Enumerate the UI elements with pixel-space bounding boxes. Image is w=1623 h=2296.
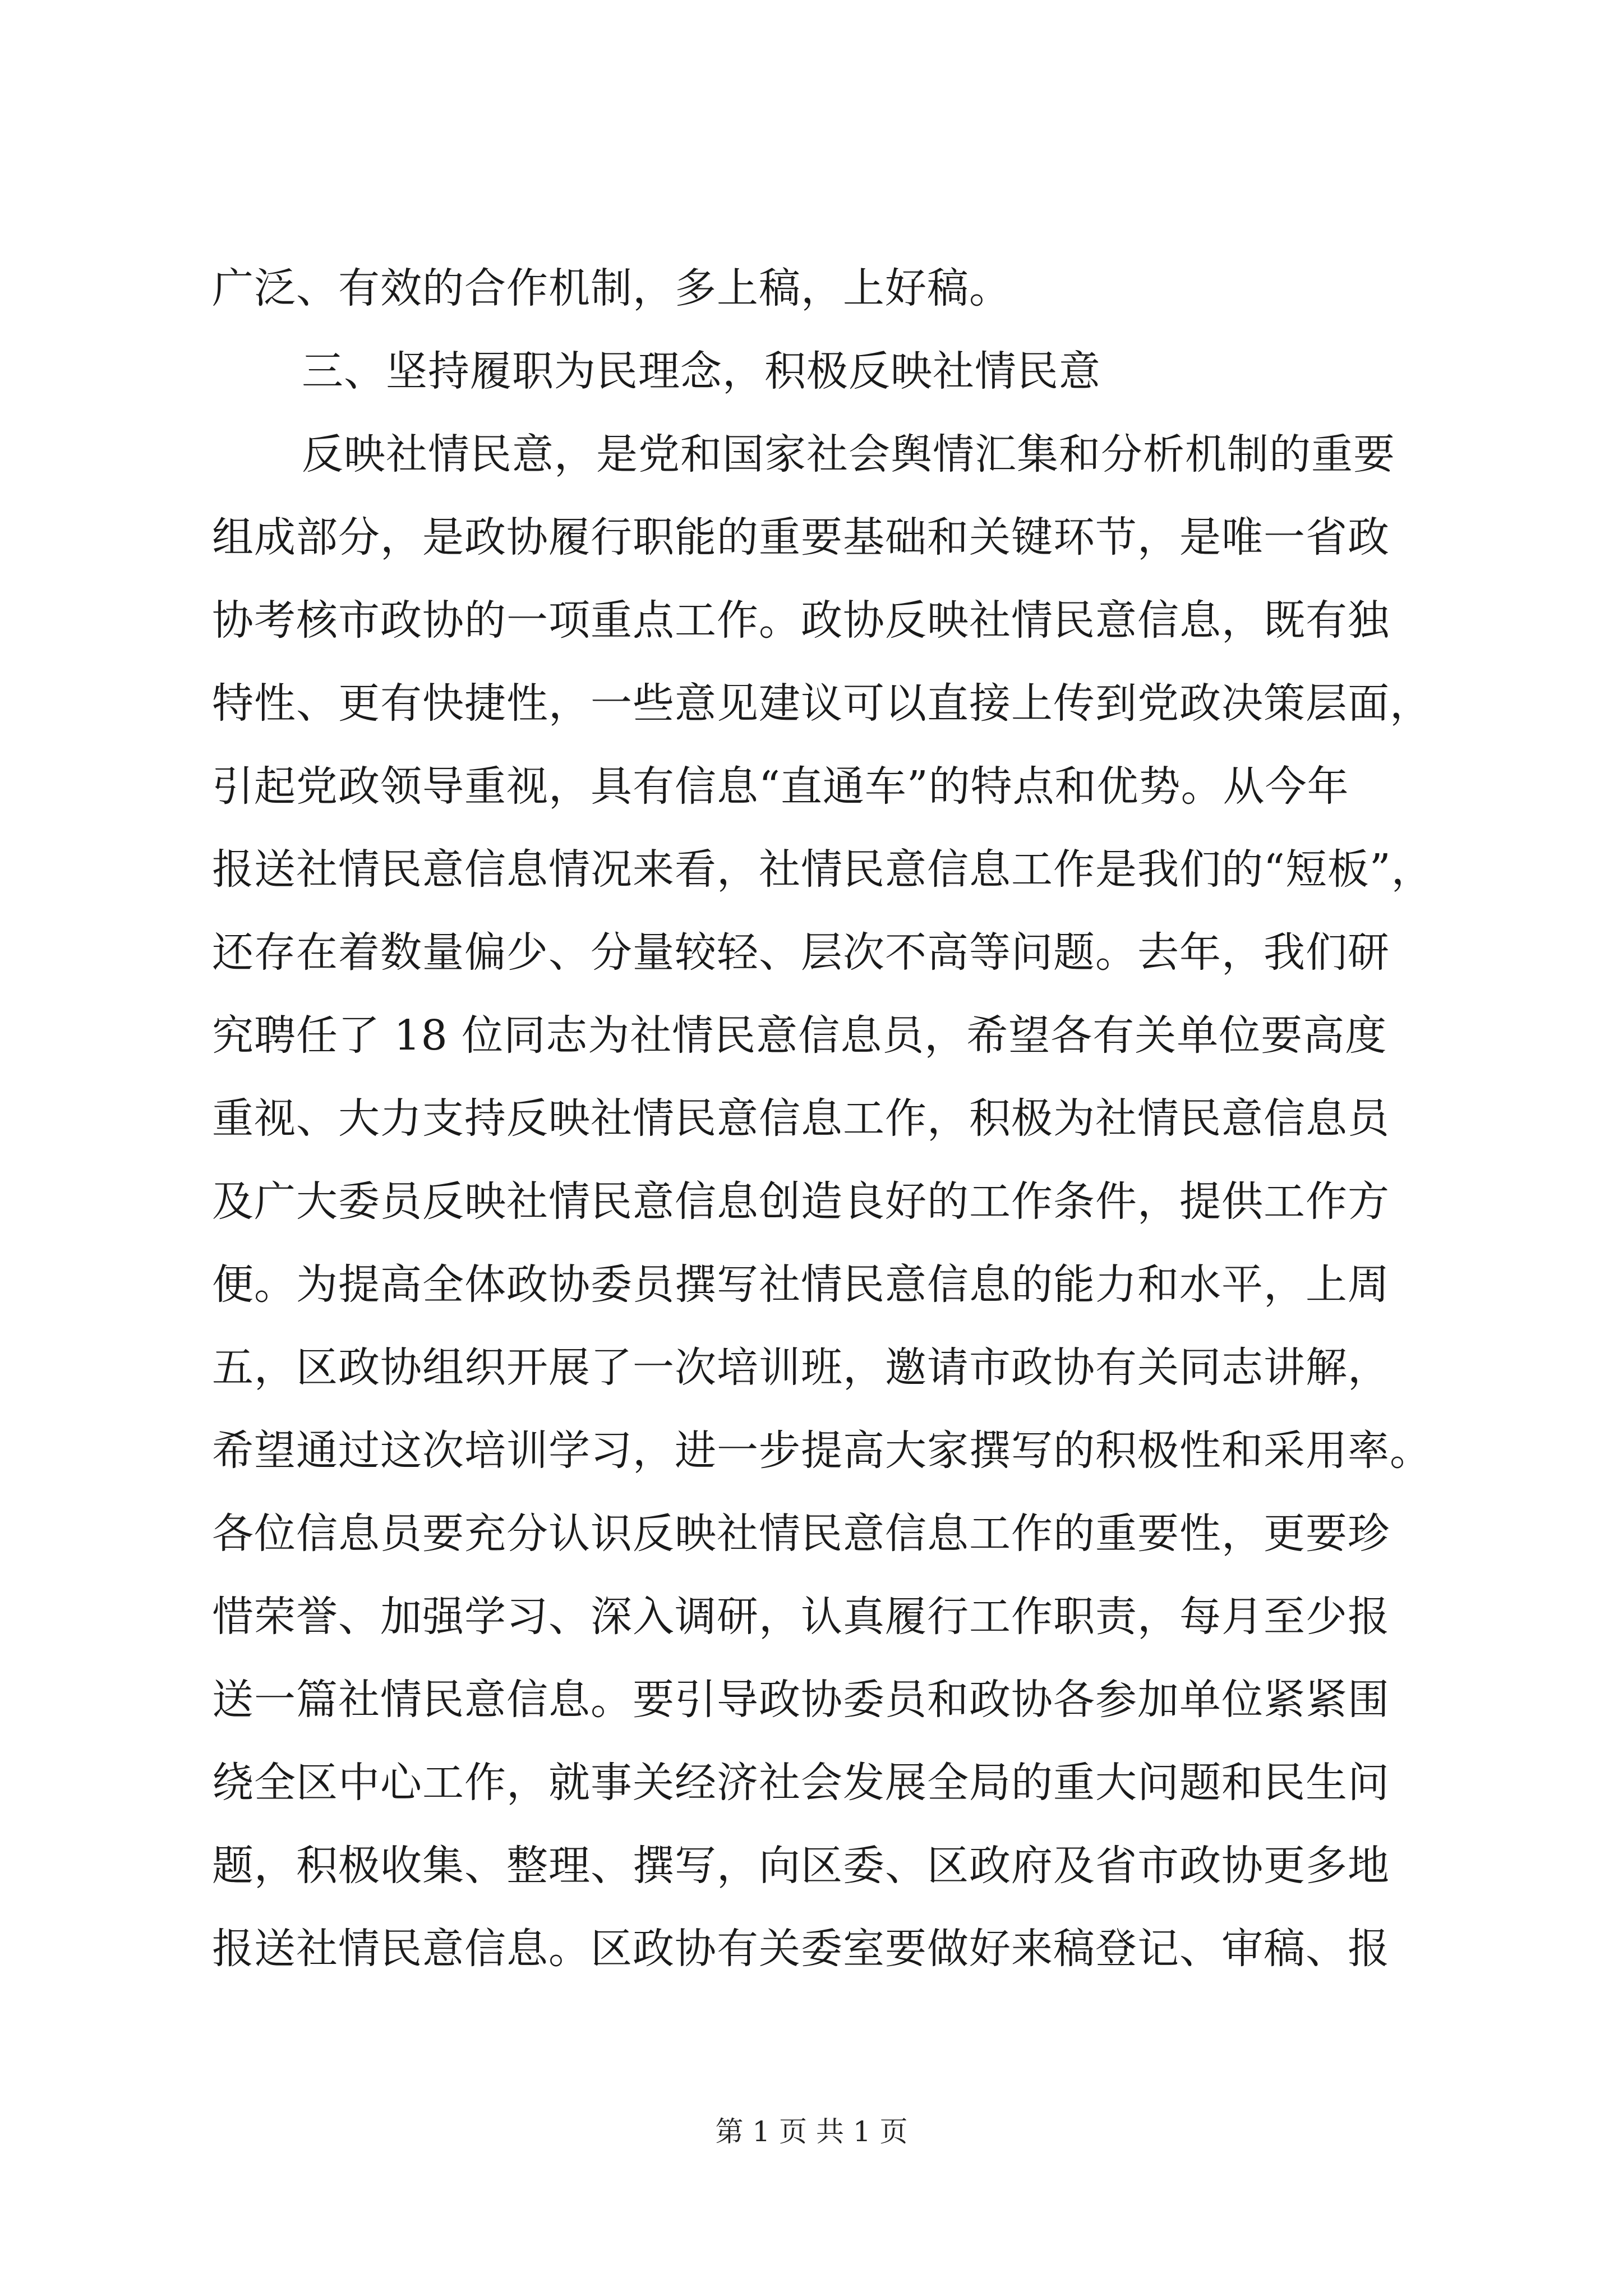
text-line: 各位信息员要充分认识反映社情民意信息工作的重要性，更要珍	[212, 1510, 1390, 1558]
section-heading: 三、坚持履职为民理念，积极反映社情民意	[302, 347, 1101, 395]
text-line: 广泛、有效的合作机制，多上稿，上好稿。	[212, 264, 1011, 312]
text-line: 特性、更有快捷性，一些意见建议可以直接上传到党政决策层面，	[212, 679, 1432, 728]
text-line: 题，积极收集、整理、撰写，向区委、区政府及省市政协更多地	[212, 1842, 1390, 1890]
text-line: 送一篇社情民意信息。要引导政协委员和政协各参加单位紧紧围	[212, 1676, 1390, 1724]
document-body	[212, 247, 1433, 1990]
page-footer: 第 1 页 共 1 页	[715, 2115, 908, 2148]
text-line: 协考核市政协的一项重点工作。政协反映社情民意信息，既有独	[212, 596, 1390, 645]
text-line: 重视、大力支持反映社情民意信息工作，积极为社情民意信息员	[212, 1094, 1390, 1143]
text-line: 及广大委员反映社情民意信息创造良好的工作条件，提供工作方	[212, 1177, 1390, 1226]
text-line: 希望通过这次培训学习，进一步提高大家撰写的积极性和采用率。	[212, 1427, 1432, 1475]
text-line: 惜荣誉、加强学习、深入调研，认真履行工作职责，每月至少报	[212, 1593, 1390, 1641]
text-line: 还存在着数量偏少、分量较轻、层次不高等问题。去年，我们研	[212, 928, 1390, 977]
text-line: 反映社情民意，是党和国家社会舆情汇集和分析机制的重要	[302, 430, 1395, 478]
text-line: 组成部分，是政协履行职能的重要基础和关键环节，是唯一省政	[212, 513, 1390, 562]
text-line: 绕全区中心工作，就事关经济社会发展全局的重大问题和民生问	[212, 1759, 1390, 1807]
text-line: 引起党政领导重视，具有信息“直通车”的特点和优势。从今年	[212, 762, 1349, 811]
text-line: 报送社情民意信息情况来看，社情民意信息工作是我们的“短板”，	[212, 845, 1433, 894]
text-line: 报送社情民意信息。区政协有关委室要做好来稿登记、审稿、报	[212, 1925, 1390, 1973]
text-line: 五，区政协组织开展了一次培训班，邀请市政协有关同志讲解，	[212, 1343, 1390, 1392]
text-line: 便。为提高全体政协委员撰写社情民意信息的能力和水平，上周	[212, 1260, 1390, 1309]
text-line: 究聘任了 18 位同志为社情民意信息员，希望各有关单位要高度	[212, 1011, 1387, 1060]
